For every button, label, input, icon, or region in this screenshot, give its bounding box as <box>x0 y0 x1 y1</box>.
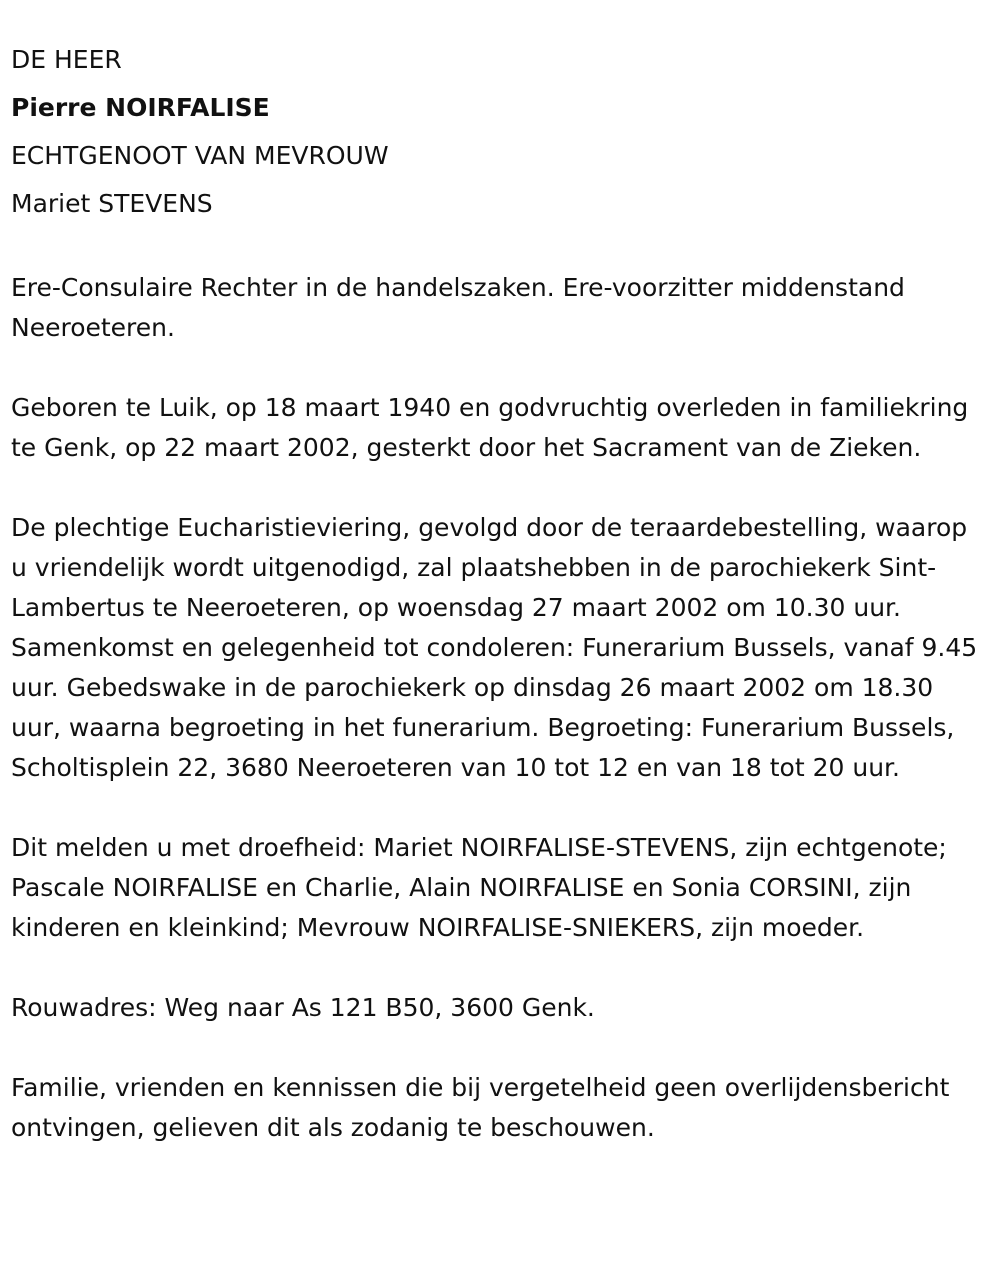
obituary-notice <box>11 36 986 1148</box>
closing-paragraph: Familie, vrienden en kennissen die bij vergetelheid geen overlijdensbericht ontvingen, gelieven dit als zodanig te beschouwen. <box>11 1073 950 1142</box>
honors-paragraph: Ere-Consulaire Rechter in de handelszaken. Ere-voorzitter middenstand Neeroeteren. <box>11 273 905 342</box>
ceremony-paragraph: De plechtige Eucharistieviering, gevolgd door de teraardebestelling, waarop u vriendelijk wordt uitgenodigd, zal plaatshebben in de parochiekerk Sint-Lambertus te Neeroeteren, op woensdag 27 maart 2002 om 10.30 uur. Samenkomst en gelegenheid tot condoleren: Funerarium Bussels, vanaf 9.45 uur. Gebedswake in de parochiekerk op dinsdag 26 maart 2002 om 18.30 uur, waarna begroeting in het funerarium. Begroeting: Funerarium Bussels, Scholtisplein 22, 3680 Neeroeteren van 10 tot 12 en van 18 tot 20 uur. <box>11 513 978 782</box>
deceased-name: Pierre NOIRFALISE <box>11 93 270 122</box>
title-line: DE HEER <box>11 45 122 74</box>
spouse-intro-line: ECHTGENOOT VAN MEVROUW <box>11 141 389 170</box>
family-paragraph: Dit melden u met droefheid: Mariet NOIRFALISE-STEVENS, zijn echtgenote; Pascale NOIRFALISE en Charlie, Alain NOIRFALISE en Sonia CORSINI, zijn kinderen en kleinkind; Mevrouw NOIRFALISE-SNIEKERS, zijn moeder. <box>11 833 947 942</box>
spouse-name: Mariet STEVENS <box>11 189 213 218</box>
birth-death-paragraph: Geboren te Luik, op 18 maart 1940 en godvruchtig overleden in familiekring te Genk, op 22 maart 2002, gesterkt door het Sacrament van de Zieken. <box>11 393 969 462</box>
mourning-address-paragraph: Rouwadres: Weg naar As 121 B50, 3600 Genk. <box>11 993 595 1022</box>
